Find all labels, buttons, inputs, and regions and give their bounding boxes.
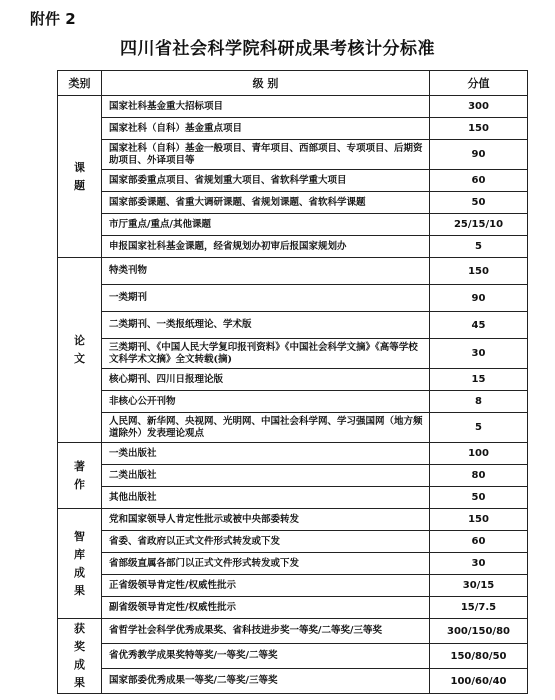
- score-cell: 80: [430, 465, 528, 487]
- category-cell: 课 题: [58, 96, 102, 258]
- attachment-label: 附件 2: [30, 10, 76, 28]
- table-row: [58, 285, 528, 312]
- table-row: [58, 170, 528, 192]
- score-cell: 150: [430, 509, 528, 531]
- level-cell: 非核心公开刊物: [102, 391, 430, 413]
- level-cell: 核心期刊、四川日报理论版: [102, 369, 430, 391]
- table-row: [58, 258, 528, 285]
- score-cell: 50: [430, 192, 528, 214]
- table-row: [58, 96, 528, 118]
- level-cell: 副省级领导肯定性/权威性批示: [102, 597, 430, 619]
- score-cell: 90: [430, 285, 528, 312]
- level-cell: 特类刊物: [102, 258, 430, 285]
- category-cell: 论 文: [58, 258, 102, 443]
- table-row: [58, 339, 528, 369]
- level-cell: 省哲学社会科学优秀成果奖、省科技进步奖一等奖/二等奖/三等奖: [102, 619, 430, 644]
- score-cell: 50: [430, 487, 528, 509]
- score-cell: 15: [430, 369, 528, 391]
- score-cell: 8: [430, 391, 528, 413]
- table-row: [58, 575, 528, 597]
- level-cell: 一类期刊: [102, 285, 430, 312]
- level-cell: 市厅重点/重点/其他课题: [102, 214, 430, 236]
- table-row: [58, 619, 528, 644]
- score-cell: 150: [430, 118, 528, 140]
- score-cell: 30: [430, 553, 528, 575]
- table-row: [58, 509, 528, 531]
- level-cell: 党和国家领导人肯定性批示或被中央部委转发: [102, 509, 430, 531]
- table-header-row: [58, 71, 528, 96]
- score-cell: 60: [430, 170, 528, 192]
- level-cell: 省部级直属各部门以正式文件形式转发或下发: [102, 553, 430, 575]
- score-cell: 300: [430, 96, 528, 118]
- table-row: [58, 465, 528, 487]
- score-cell: 5: [430, 236, 528, 258]
- level-cell: 省优秀教学成果奖特等奖/一等奖/二等奖: [102, 644, 430, 669]
- score-cell: 30: [430, 339, 528, 369]
- level-cell: 国家部委优秀成果一等奖/二等奖/三等奖: [102, 669, 430, 694]
- header-score: 分值: [430, 71, 528, 96]
- score-cell: 100/60/40: [430, 669, 528, 694]
- table-body: [58, 96, 528, 694]
- category-cell: 获 奖 成 果: [58, 619, 102, 694]
- level-cell: 三类期刊、《中国人民大学复印报刊资料》《中国社会科学文摘》《高等学校文科学术文摘》全文转载(摘): [102, 339, 430, 369]
- score-cell: 5: [430, 413, 528, 443]
- table-row: [58, 413, 528, 443]
- level-cell: 国家社科基金重大招标项目: [102, 96, 430, 118]
- score-cell: 150: [430, 258, 528, 285]
- score-cell: 25/15/10: [430, 214, 528, 236]
- category-cell: 著 作: [58, 443, 102, 509]
- level-cell: 省委、省政府以正式文件形式转发或下发: [102, 531, 430, 553]
- level-cell: 国家社科（自科）基金一般项目、青年项目、西部项目、专项项目、后期资助项目、外译项目等: [102, 140, 430, 170]
- score-cell: 300/150/80: [430, 619, 528, 644]
- table-row: [58, 531, 528, 553]
- table-row: [58, 644, 528, 669]
- table-row: [58, 391, 528, 413]
- table-row: [58, 118, 528, 140]
- level-cell: 国家部委课题、省重大调研课题、省规划课题、省软科学课题: [102, 192, 430, 214]
- score-cell: 90: [430, 140, 528, 170]
- table-row: [58, 140, 528, 170]
- table-row: [58, 369, 528, 391]
- table-row: [58, 487, 528, 509]
- score-cell: 60: [430, 531, 528, 553]
- document-title: 四川省社会科学院科研成果考核计分标准: [120, 39, 435, 59]
- table-row: [58, 669, 528, 694]
- level-cell: 正省级领导肯定性/权威性批示: [102, 575, 430, 597]
- level-cell: 其他出版社: [102, 487, 430, 509]
- table-row: [58, 236, 528, 258]
- score-cell: 15/7.5: [430, 597, 528, 619]
- score-cell: 100: [430, 443, 528, 465]
- level-cell: 申报国家社科基金课题，经省规划办初审后报国家规划办: [102, 236, 430, 258]
- table-row: [58, 192, 528, 214]
- table-row: [58, 597, 528, 619]
- score-cell: 150/80/50: [430, 644, 528, 669]
- level-cell: 人民网、新华网、央视网、光明网、中国社会科学网、学习强国网（地方频道除外）发表理论观点: [102, 413, 430, 443]
- level-cell: 国家部委重点项目、省规划重大项目、省软科学重大项目: [102, 170, 430, 192]
- table-row: [58, 214, 528, 236]
- header-level: 级 别: [102, 71, 430, 96]
- category-cell: 智 库 成 果: [58, 509, 102, 619]
- level-cell: 二类出版社: [102, 465, 430, 487]
- level-cell: 二类期刊、一类报纸理论、学术版: [102, 312, 430, 339]
- table-row: [58, 443, 528, 465]
- table-row: [58, 312, 528, 339]
- header-category: 类别: [58, 71, 102, 96]
- level-cell: 一类出版社: [102, 443, 430, 465]
- scoring-table: [57, 70, 528, 694]
- table-row: [58, 553, 528, 575]
- level-cell: 国家社科（自科）基金重点项目: [102, 118, 430, 140]
- score-cell: 30/15: [430, 575, 528, 597]
- score-cell: 45: [430, 312, 528, 339]
